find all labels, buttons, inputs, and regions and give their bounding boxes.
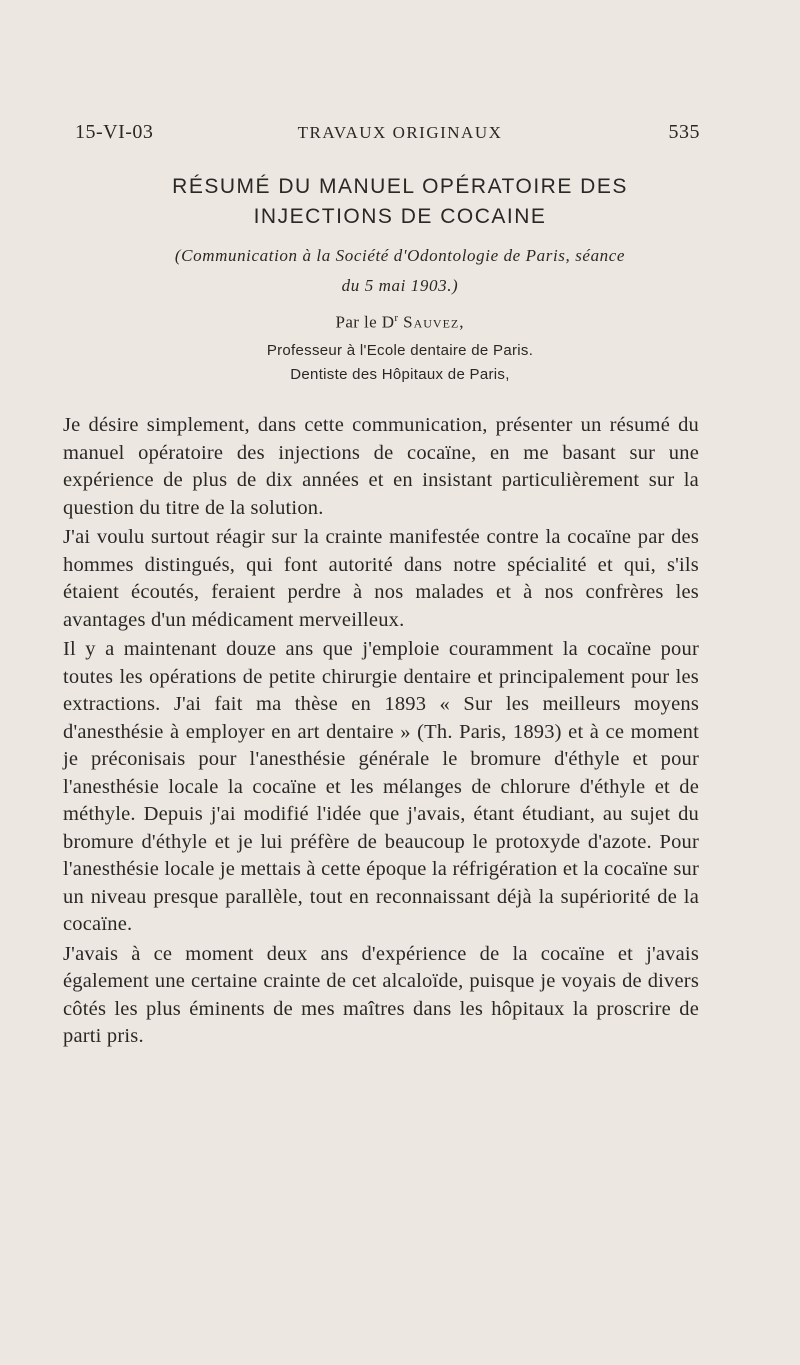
article-body	[63, 412, 699, 1053]
running-header-date: 15-VI-03	[75, 121, 154, 143]
page-number: 535	[668, 121, 700, 143]
article-subtitle-line-2: du 5 mai 1903.)	[341, 276, 459, 295]
article-title-line-2: INJECTIONS DE COCAINE	[253, 205, 547, 228]
body-paragraph: J'ai voulu surtout réagir sur la crainte manifestée contre la cocaïne par des hommes distingués, qui font autorité dans notre spécialité et qui, s'ils étaient écoutés, feraient perdre à nos malades et à nos confrères les avantages d'un médicament merveilleux.	[63, 526, 699, 631]
article-subtitle-line-1: (Communication à la Société d'Odontologie de Paris, séance	[174, 246, 626, 265]
body-paragraph: Il y a maintenant douze ans que j'emploie couramment la cocaïne pour toutes les opérations de petite chirurgie dentaire et principalement pour les extractions. J'ai fait ma thèse en 1893 « Sur les meilleurs moyens d'anesthésie à employer en art dentaire » (Th. Paris, 1893) et à ce moment je préconisais pour l'anesthésie générale le bromure d'éthyle et pour l'anesthésie locale la cocaïne et les mélanges de chlorure d'éthyle et de méthyle. Depuis j'ai modifié l'idée que j'avais, étant étudiant, au sujet du bromure d'éthyle et je lui préfère de beaucoup le protoxyde d'azote. Pour l'anesthésie locale je mettais à cette époque la réfrigération et la cocaïne sur un niveau presque parallèle, tout en reconnaissant déjà la supériorité de la cocaïne.	[63, 638, 699, 935]
byline-superscript: r	[394, 312, 399, 324]
running-header-section: TRAVAUX ORIGINAUX	[297, 123, 503, 142]
body-paragraph: Je désire simplement, dans cette communication, présenter un résumé du manuel opératoire des injections de cocaïne, en me basant sur une expérience de plus de dix années et en insistant particulièrement sur la question du titre de la solution.	[63, 414, 699, 519]
article-title-line-1: RÉSUMÉ DU MANUEL OPÉRATOIRE DES	[172, 175, 628, 198]
author-affiliation-line-2: Dentiste des Hôpitaux de Paris,	[290, 366, 510, 383]
author-byline	[0, 312, 800, 333]
body-paragraph: J'avais à ce moment deux ans d'expérience de la cocaïne et j'avais également une certaine crainte de cet alcaloïde, puisque je voyais de divers côtés les plus éminents de mes maîtres dans les hôpitaux la proscrire de parti pris.	[63, 942, 699, 1047]
author-affiliation-line-1: Professeur à l'Ecole dentaire de Paris.	[266, 342, 534, 359]
byline-prefix: Par le D	[335, 312, 395, 332]
author-name: Sauvez,	[403, 312, 465, 332]
